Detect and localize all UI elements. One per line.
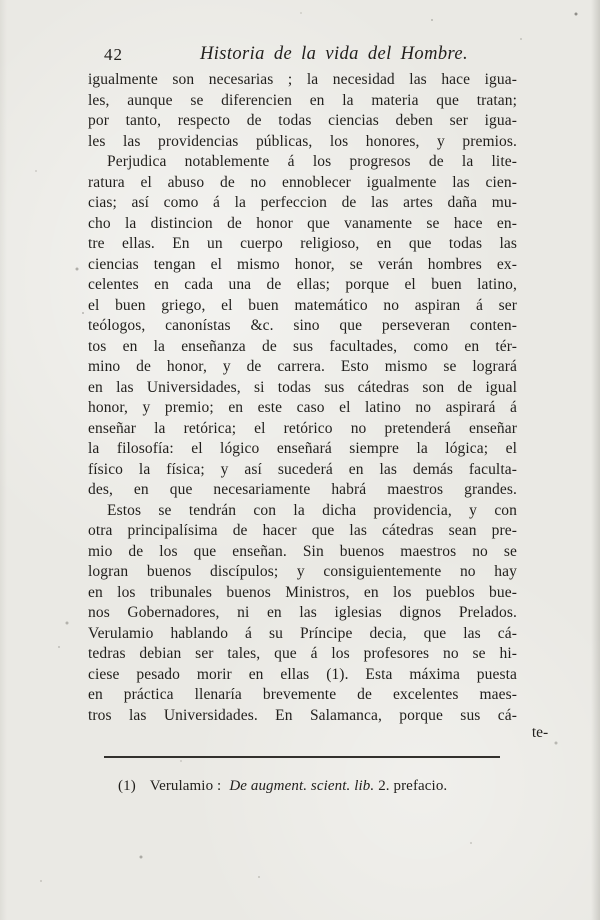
- catchword: te-: [531, 724, 549, 741]
- text-line: la filosofía: el lógico enseñará siempre la lógica; el: [88, 440, 517, 457]
- text-line: teólogos, canonístas &c. sino que perseveran conten-: [88, 317, 517, 334]
- footnote-reference: 2. prefacio.: [378, 778, 448, 794]
- text-line: tre ellas. En un cuerpo religioso, en que todas las: [88, 235, 517, 252]
- footnote-marker: (1): [118, 778, 136, 794]
- text-line: mino de honor, y de carrera. Esto mismo se logrará: [88, 358, 517, 375]
- text-line: mio de los que enseñan. Sin buenos maestros no se: [88, 542, 517, 560]
- text-line: ciencias tengan el mismo honor, se verán hombres ex-: [88, 255, 517, 273]
- text-line: ciese pesado morir en ellas (1). Esta máxima puesta: [88, 665, 517, 683]
- text-line: Verulamio hablando á su Príncipe decia, que las cá-: [88, 624, 517, 642]
- text-line: el buen griego, el buen matemático no aspiran á ser: [88, 296, 517, 314]
- body-text: [88, 70, 517, 726]
- running-title: Historia de la vida del Hombre.: [199, 44, 469, 64]
- text-line: por tanto, respecto de todas ciencias deben ser igua-: [88, 112, 517, 129]
- text-line: honor, y premio; en este caso el latino no aspirará á: [88, 399, 517, 416]
- text-line: en práctica llenaría brevemente de excelentes maes-: [88, 686, 517, 703]
- text-line: en los tribunales buenos Ministros, en los pueblos bue-: [88, 583, 517, 601]
- text-line: tos en la enseñanza de sus facultades, como en tér-: [88, 337, 517, 355]
- text-line: enseñar la retórica; el retórico no pretenderá enseñar: [88, 419, 517, 437]
- text-line: cias; así como á la perfeccion de las artes daña mu-: [88, 194, 517, 211]
- text-line: ratura el abuso de no ennoblecer igualmente las cien-: [88, 173, 517, 191]
- text-line: tros las Universidades. En Salamanca, porque sus cá-: [88, 706, 517, 724]
- footnote-work-title: De augment. scient. lib.: [229, 778, 375, 794]
- text-line: nos Gobernadores, ni en las iglesias dignos Prelados.: [88, 604, 517, 621]
- text-line: cho la distincion de honor que vanamente se hace en-: [88, 214, 517, 232]
- footnote-separator-rule: [104, 756, 500, 758]
- text-line: des, en que necesariamente habrá maestros grandes.: [88, 481, 517, 498]
- page-header: [0, 44, 600, 68]
- text-line: tedras debian ser tales, que á los profesores no se hi-: [88, 645, 517, 662]
- text-line: Perjudica notablemente á los progresos de la lite-: [107, 153, 517, 170]
- footnote: [118, 778, 518, 795]
- text-line: igualmente son necesarias ; la necesidad las hace igua-: [88, 71, 517, 88]
- text-line: logran buenos discípulos; y consiguientemente no hay: [88, 563, 517, 580]
- text-line: en las Universidades, si todas sus cátedras son de igual: [88, 378, 517, 396]
- text-line: otra principalísima de hacer que las cátedras sean pre-: [88, 522, 517, 539]
- footnote-author: Verulamio :: [149, 778, 222, 794]
- text-line: les las providencias públicas, los honores, y premios.: [88, 132, 517, 150]
- page-number: 42: [104, 45, 123, 64]
- text-line: físico la física; y así sucederá en las demás faculta-: [88, 460, 517, 478]
- text-line: Estos se tendrán con la dicha providencia, y con: [107, 501, 517, 519]
- text-line: les, aunque se diferencien en la materia que tratan;: [88, 91, 517, 109]
- text-line: celentes en cada una de ellas; porque el buen latino,: [88, 276, 517, 293]
